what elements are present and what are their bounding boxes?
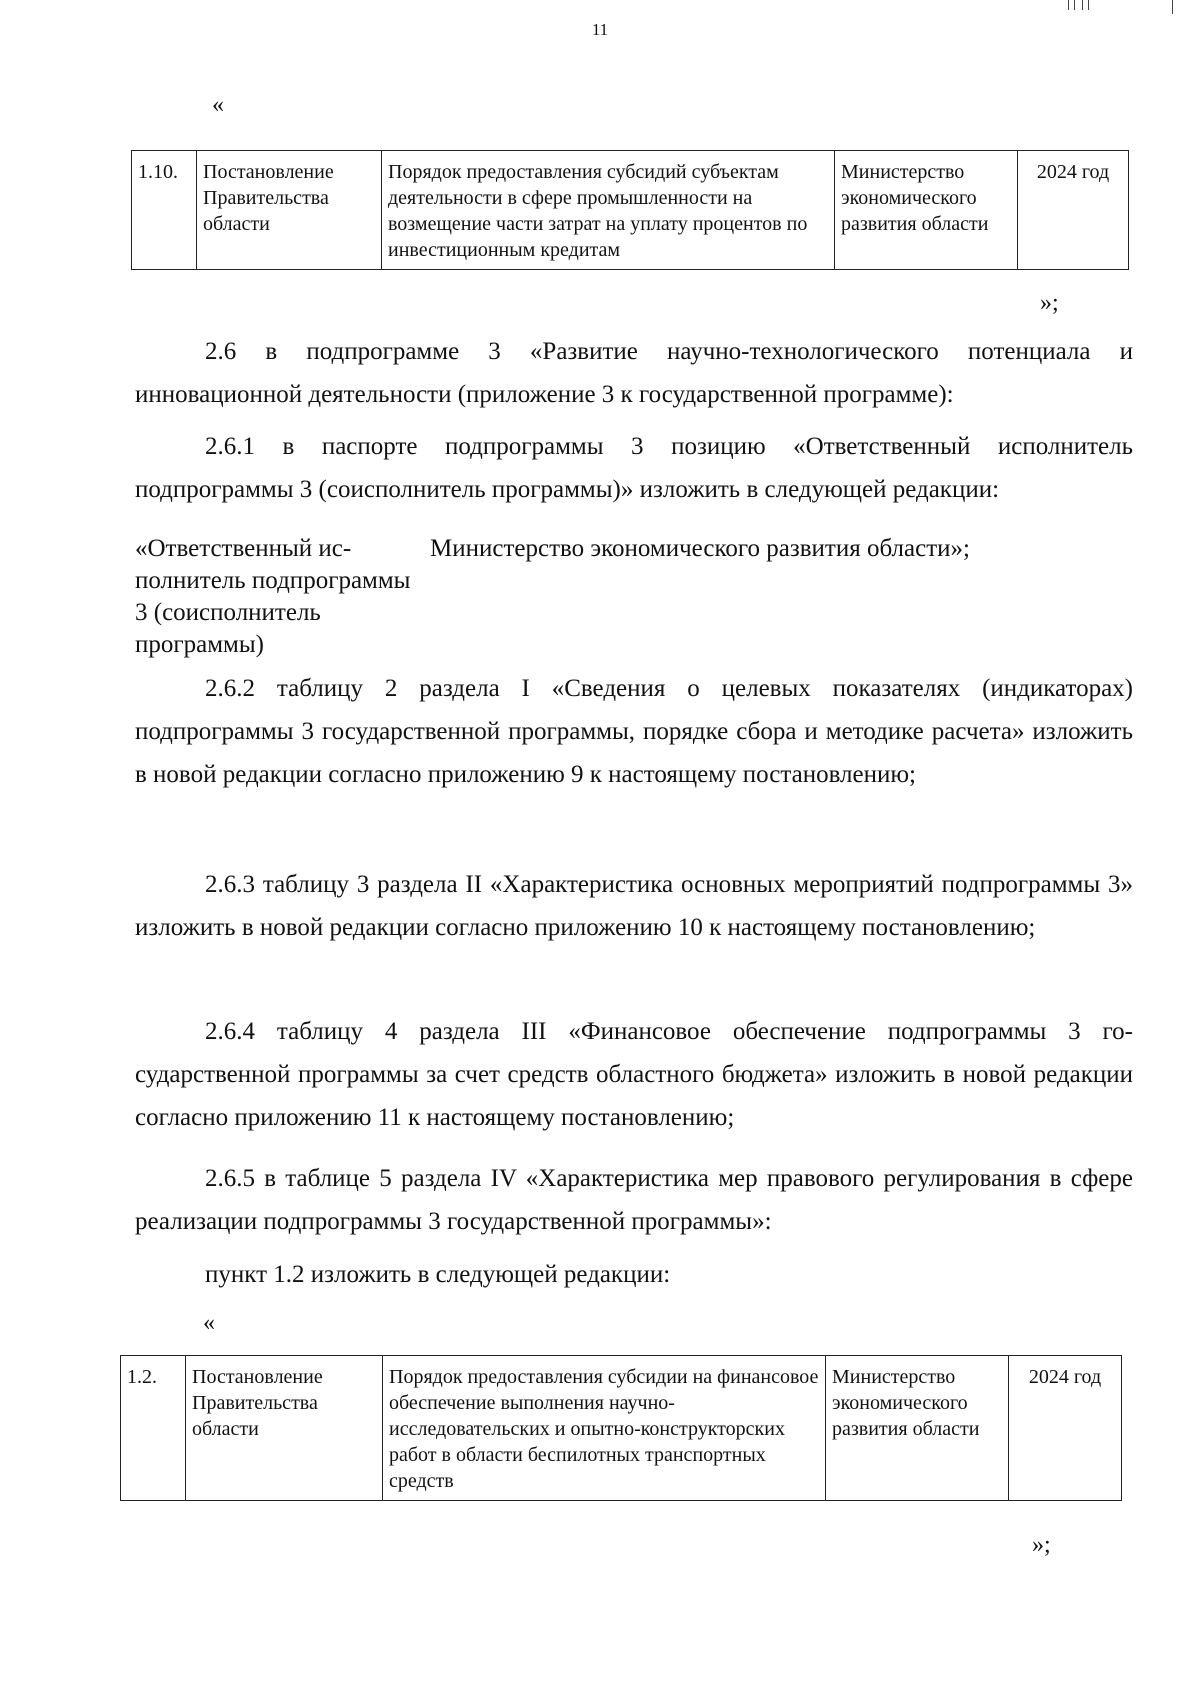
- paragraph-2-6-4: 2.6.4 таблицу 4 раздела III «Финансовое обеспечение подпрограммы 3 государственной программы за счет средств областного бюджета» изложить в новой редакции согласно приложению 11 к настоящему постановлению;: [135, 1018, 1133, 1131]
- paragraph-2-6-3: 2.6.3 таблицу 3 раздела II «Характеристика основных мероприятий подпрограммы 3» изложить в новой редакции согласно приложению 10 к настоящему постановлению;: [135, 871, 1133, 941]
- table-cell-number: 1.10.: [132, 151, 197, 270]
- passport-value: Министерство экономического развития области»;: [430, 535, 970, 562]
- regulation-table-2: [120, 1355, 1122, 1501]
- page-number: 11: [591, 20, 609, 39]
- close-quote-2: »;: [1032, 1532, 1051, 1558]
- table-cell-title: Порядок предоставления субсидий субъектам деятельности в сфере промышленности на возмещение части затрат на уплату процентов по инвестиционным кредитам: [382, 151, 835, 270]
- table-cell-doc-type: Постановление Правительства области: [197, 151, 382, 270]
- table-row: [121, 1356, 1122, 1501]
- scan-marks: [1060, 0, 1180, 14]
- regulation-table-1: [131, 150, 1129, 270]
- paragraph-2-6-5: 2.6.5 в таблице 5 раздела IV «Характеристика мер правового регулирования в сфере реализации подпрограммы 3 государственной программы»:: [135, 1165, 1133, 1235]
- paragraph-point: пункт 1.2 изложить в следующей редакции:: [205, 1261, 671, 1288]
- close-quote: »;: [1040, 290, 1059, 316]
- paragraph-2-6: 2.6 в подпрограмме 3 «Развитие научно-технологического потенциала и инновационной деятельности (приложение 3 к государственной программе):: [135, 338, 1133, 408]
- paragraph-2-6-1: 2.6.1 в паспорте подпрограммы 3 позицию «Ответственный исполнитель подпрограммы 3 (соисполнитель программы)» изложить в следующей редакции:: [135, 433, 1133, 503]
- table-cell-executor: Министерство экономического развития области: [826, 1356, 1009, 1501]
- paragraph-2-6-2: 2.6.2 таблицу 2 раздела I «Сведения о целевых показателях (индикаторах) подпрограммы 3 государственной программы, порядке сбора и методике расчета» изложить в новой редакции согласно приложению 9 к настоящему постановлению;: [135, 675, 1133, 788]
- table-cell-year: 2024 год: [1009, 1356, 1122, 1501]
- table-cell-doc-type: Постановление Правительства области: [186, 1356, 383, 1501]
- table-cell-number: 1.2.: [121, 1356, 186, 1501]
- open-quote: «: [212, 92, 224, 118]
- table-cell-title: Порядок предоставления субсидии на финансовое обеспечение выполнения научно-исследовательских и опытно-конструкторских работ в области беспилотных транспортных средств: [383, 1356, 826, 1501]
- table-row: [132, 151, 1129, 270]
- table-cell-year: 2024 год: [1018, 151, 1129, 270]
- passport-label: «Ответственный исполнитель подпрограммы 3 (соисполнитель программы): [135, 535, 411, 658]
- open-quote-2: «: [203, 1310, 215, 1336]
- table-cell-executor: Министерство экономического развития области: [835, 151, 1018, 270]
